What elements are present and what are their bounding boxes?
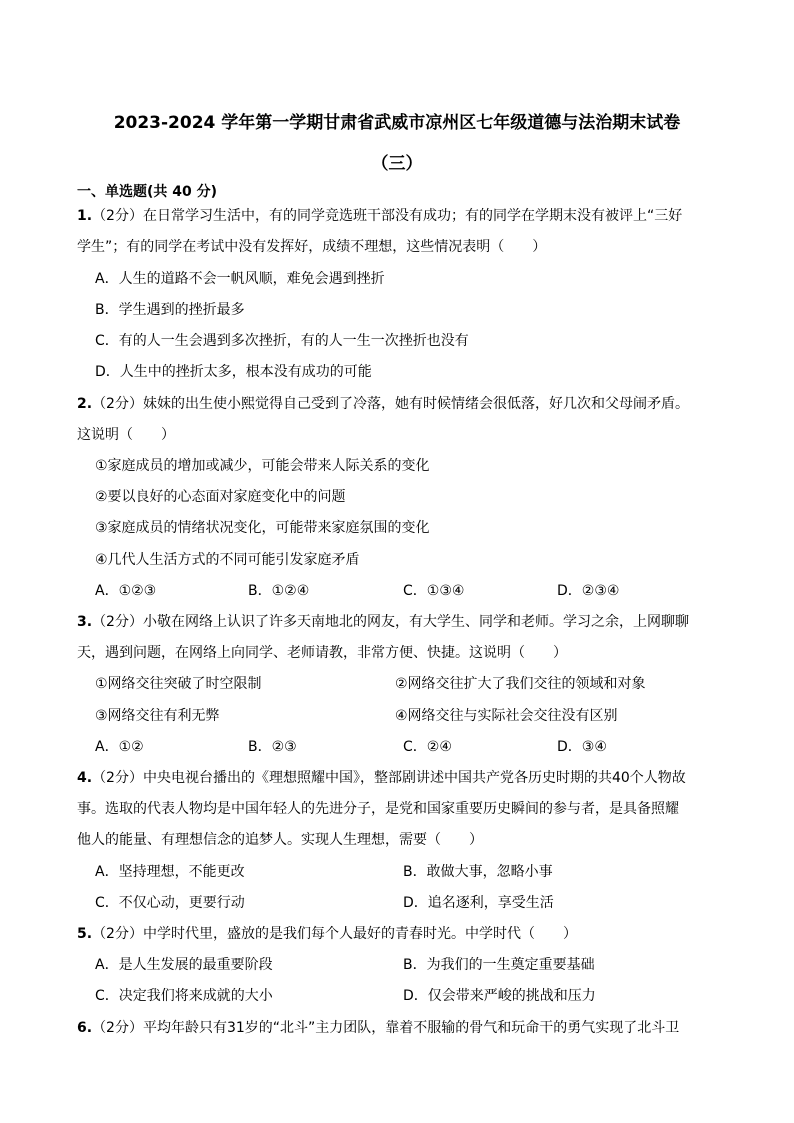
question-2-option-a[interactable]: A．①②③ [95, 583, 157, 599]
question-2-stem-text-1: 妹妹的出生使小熙觉得自己受到了冷落，她有时候情绪会很低落，好几次和父母闹矛盾。 [142, 396, 689, 412]
question-5-number: 5. [77, 926, 93, 942]
question-2-statement-3: ③家庭成员的情绪状况变化，可能带来家庭氛围的变化 [95, 520, 430, 536]
question-4-option-d[interactable]: D．追名逐利，享受生活 [403, 895, 554, 911]
question-3-statement-2: ②网络交往扩大了我们交往的领域和对象 [395, 676, 646, 692]
question-2-number: 2. [77, 396, 93, 412]
question-4-stem-line-2: 事。选取的代表人物均是中国年轻人的先进分子，是党和国家重要历史瞬间的参与者，是具备照耀 [77, 801, 679, 817]
question-4-stem-line-1 [77, 769, 686, 787]
question-1-option-d[interactable]: D．人生中的挫折太多，根本没有成功的可能 [95, 364, 372, 380]
question-6-number: 6. [77, 1020, 93, 1036]
question-5-option-d[interactable]: D．仅会带来严峻的挑战和压力 [403, 988, 596, 1004]
question-4-option-b[interactable]: B．敢做大事，忽略小事 [403, 864, 553, 880]
question-3-stem-text-1: 小敬在网络上认识了许多天南地北的网友，有大学生、同学和老师。学习之余，上网聊聊 [142, 614, 689, 630]
question-3-statement-4: ④网络交往与实际社会交往没有区别 [395, 708, 618, 724]
question-2-option-b[interactable]: B．①②④ [248, 583, 310, 599]
question-1-stem-line-2: 学生”；有的同学在考试中没有发挥好，成绩不理想，这些情况表明（ ） [77, 239, 547, 255]
question-3-option-c[interactable]: C．②④ [403, 739, 452, 755]
question-4-number: 4. [77, 770, 93, 786]
question-5-option-b[interactable]: B．为我们的一生奠定重要基础 [403, 957, 595, 973]
question-1-score: （2分） [92, 208, 143, 224]
question-3-score: （2分） [92, 614, 143, 630]
question-6-score: （2分） [92, 1020, 143, 1036]
question-2-statement-4: ④几代人生活方式的不同可能引发家庭矛盾 [95, 552, 360, 568]
question-3-statement-3: ③网络交往有利无弊 [95, 708, 220, 724]
question-1-option-c[interactable]: C．有的人一生会遇到多次挫折，有的人一生一次挫折也没有 [95, 333, 469, 349]
question-1-stem-text-1: 在日常学习生活中，有的同学竞选班干部没有成功；有的同学在学期末没有被评上“三好 [142, 208, 683, 224]
question-4-option-c[interactable]: C．不仅心动，更要行动 [95, 895, 245, 911]
question-2-option-c[interactable]: C．①③④ [403, 583, 465, 599]
question-3-stem-line-1 [77, 613, 689, 631]
question-5-option-c[interactable]: C．决定我们将来成就的大小 [95, 988, 273, 1004]
question-5-score: （2分） [92, 926, 143, 942]
question-3-statement-1: ①网络交往突破了时空限制 [95, 676, 262, 692]
question-2-stem-line-2: 这说明（ ） [77, 427, 175, 443]
exam-title: 2023-2024 学年第一学期甘肃省武威市凉州区七年级道德与法治期末试卷 [113, 113, 681, 133]
question-3-option-a[interactable]: A．①② [95, 739, 144, 755]
question-3-stem-line-2: 天，遇到问题，在网络上向同学、老师请教，非常方便、快捷。这说明（ ） [77, 645, 567, 661]
question-3-option-b[interactable]: B．②③ [248, 739, 297, 755]
question-2-statement-1: ①家庭成员的增加或减少，可能会带来人际关系的变化 [95, 458, 430, 474]
question-1-number: 1. [77, 208, 93, 224]
question-4-option-a[interactable]: A．坚持理想，不能更改 [95, 864, 245, 880]
section-header: 一、单选题(共 40 分) [77, 184, 218, 200]
question-6-stem-text-1: 平均年龄只有31岁的“北斗”主力团队，靠着不服输的骨气和玩命干的勇气实现了北斗卫 [142, 1020, 680, 1036]
question-1-option-b[interactable]: B．学生遇到的挫折最多 [95, 302, 245, 318]
question-6-stem-line-1 [77, 1019, 679, 1037]
question-2-stem-line-1 [77, 395, 689, 413]
question-5-stem-text-1: 中学时代里，盛放的是我们每个人最好的青春时光。中学时代（ ） [142, 926, 577, 942]
question-3-number: 3. [77, 614, 93, 630]
question-4-stem-line-3: 他人的能量、有理想信念的追梦人。实现人生理想，需要（ ） [77, 832, 483, 848]
question-5-option-a[interactable]: A．是人生发展的最重要阶段 [95, 957, 273, 973]
question-4-score: （2分） [92, 770, 143, 786]
question-2-option-d[interactable]: D．②③④ [557, 583, 620, 599]
question-1-stem-line-1 [77, 207, 682, 225]
exam-title-subtitle: （三） [371, 154, 423, 174]
question-5-stem-line-1 [77, 925, 577, 943]
question-2-score: （2分） [92, 396, 143, 412]
question-4-stem-text-1: 中央电视台播出的《理想照耀中国》，整部剧讲述中国共产党各历史时期的共40个人物故 [142, 770, 686, 786]
question-3-option-d[interactable]: D．③④ [557, 739, 607, 755]
question-2-statement-2: ②要以良好的心态面对家庭变化中的问题 [95, 489, 346, 505]
question-1-option-a[interactable]: A．人生的道路不会一帆风顺，难免会遇到挫折 [95, 271, 385, 287]
